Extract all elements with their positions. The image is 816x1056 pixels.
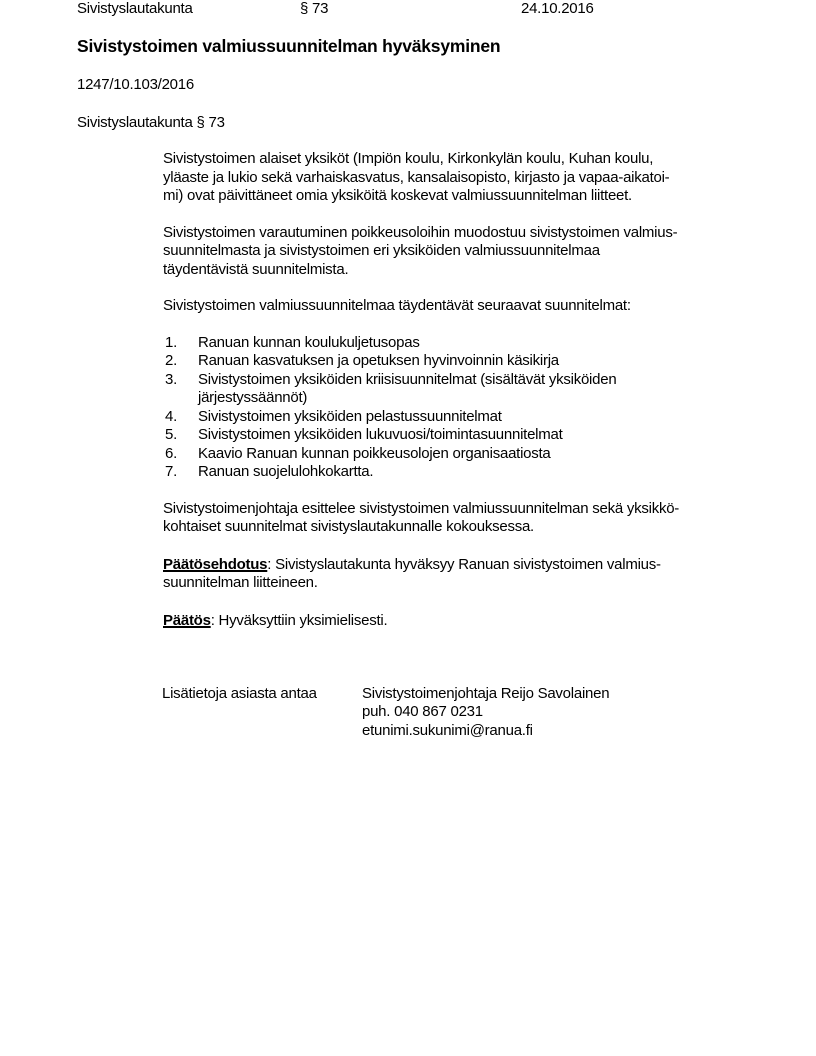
text-line: Sivistystoimenjohtaja esittelee sivistystoimen valmiussuunnitelman sekä yksikkö- [163,500,680,517]
list-number: 4. [165,408,178,425]
list-number: 6. [165,445,178,462]
decision [163,612,387,630]
proposal-text-continuation: suunnitelman liitteineen. [163,574,318,591]
text-line: kohtaiset suunnitelmat sivistyslautakunnalle kokouksessa. [163,518,534,535]
contact-phone: puh. 040 867 0231 [362,703,483,720]
text-line: suunnitelmasta ja sivistystoimen eri yksiköiden valmiussuunnitelmaa [163,242,600,259]
header-date: 24.10.2016 [521,0,594,17]
text-line: Sivistystoimen varautuminen poikkeusoloihin muodostuu sivistystoimen valmius- [163,224,678,241]
list-item: Kaavio Ranuan kunnan poikkeusolojen organisaatiosta [198,445,551,462]
list-number: 2. [165,352,178,369]
list-number: 5. [165,426,178,443]
contact-name: Sivistystoimenjohtaja Reijo Savolainen [362,685,610,702]
header-committee: Sivistyslautakunta [77,0,193,17]
decision-text: : Hyväksyttiin yksimielisesti. [210,612,388,629]
proposal-text: : Sivistyslautakunta hyväksyy Ranuan sivistystoimen valmius- [267,556,661,573]
list-item: Sivistystoimen yksiköiden kriisisuunnitelmat (sisältävät yksiköiden [198,371,617,388]
text-line: täydentävistä suunnitelmista. [163,261,349,278]
proposal-line [163,556,661,574]
list-item: Ranuan kasvatuksen ja opetuksen hyvinvoinnin käsikirja [198,352,559,369]
list-number: 3. [165,371,178,388]
paragraph-3: Sivistystoimen valmiussuunnitelmaa täydentävät seuraavat suunnitelmat: [163,297,631,314]
text-line: yläaste ja lukio sekä varhaiskasvatus, kansalaisopisto, kirjasto ja vapaa-aikatoi- [163,169,670,186]
list-number: 7. [165,463,178,480]
list-item-continuation: järjestyssäännöt) [198,389,308,406]
contact-email: etunimi.sukunimi@ranua.fi [362,722,533,739]
proposal-label: Päätösehdotus [163,556,268,573]
contact-label: Lisätietoja asiasta antaa [162,685,317,702]
list-item: Sivistystoimen yksiköiden lukuvuosi/toimintasuunnitelmat [198,426,563,443]
list-number: 1. [165,334,178,351]
list-item: Ranuan suojelulohkokartta. [198,463,374,480]
list-item: Sivistystoimen yksiköiden pelastussuunnitelmat [198,408,502,425]
text-line: Sivistystoimen alaiset yksiköt (Impiön koulu, Kirkonkylän koulu, Kuhan koulu, [163,150,654,167]
case-number: 1247/10.103/2016 [77,76,194,93]
section-reference: Sivistyslautakunta § 73 [77,114,225,131]
page-title: Sivistystoimen valmiussuunnitelman hyväksyminen [77,36,501,56]
list-item: Ranuan kunnan koulukuljetusopas [198,334,420,351]
decision-label: Päätös [163,612,211,629]
header-section: § 73 [300,0,329,17]
text-line: mi) ovat päivittäneet omia yksiköitä koskevat valmiussuunnitelman liitteet. [163,187,632,204]
